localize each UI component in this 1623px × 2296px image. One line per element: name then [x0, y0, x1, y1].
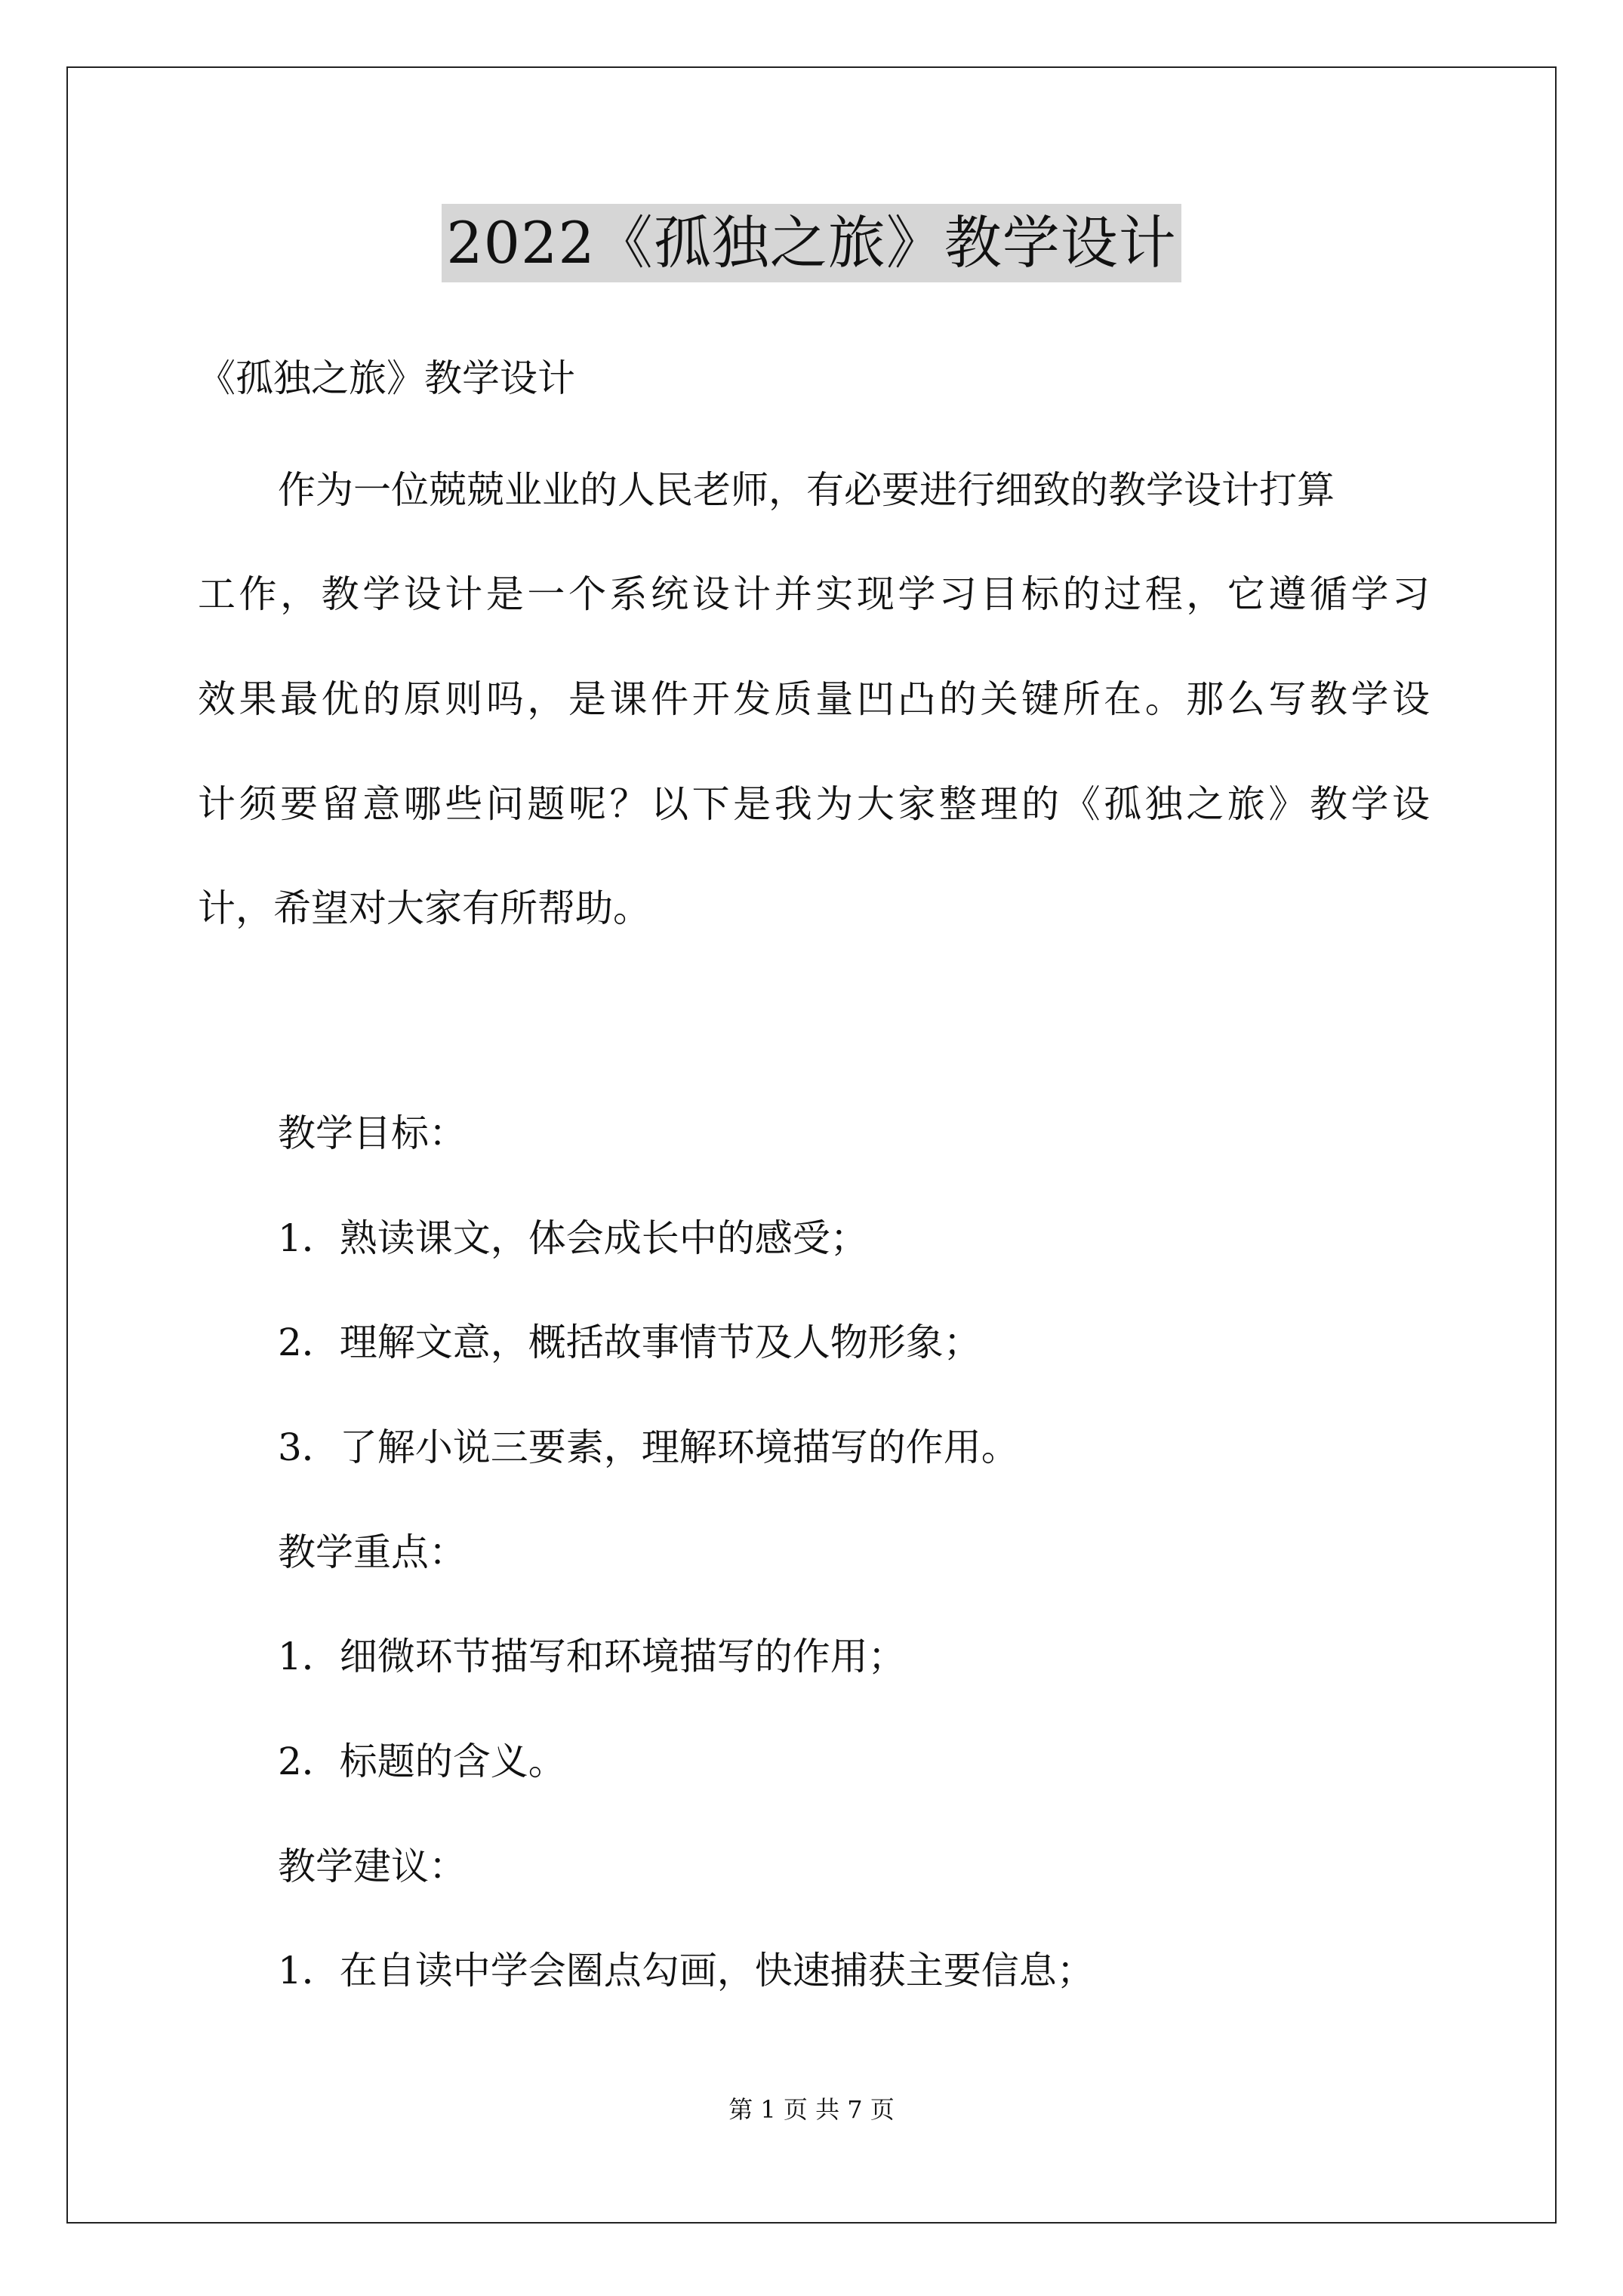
intro-line-3: 效果最优的原则吗，是课件开发质量凹凸的关键所在。那么写教学设: [198, 677, 1430, 721]
focus-heading: 教学重点：: [278, 1530, 467, 1574]
page-footer: 第 1 页 共 7 页: [728, 2095, 895, 2124]
goals-heading: 教学目标：: [278, 1111, 467, 1155]
advice-heading: 教学建议：: [278, 1845, 467, 1888]
intro-line-5: 计，希望对大家有所帮助。: [198, 886, 651, 930]
document-title-wrap: [0, 204, 1623, 282]
goal-item-2: 2．理解文意，概括故事情节及人物形象；: [278, 1321, 981, 1364]
goal-item-1: 1．熟读课文，体会成长中的感受；: [278, 1216, 868, 1260]
goal-item-3: 3．了解小说三要素，理解环境描写的作用。: [278, 1425, 1019, 1469]
subtitle: 《孤独之旅》教学设计: [198, 356, 575, 400]
advice-item-1: 1．在自读中学会圈点勾画，快速捕获主要信息；: [278, 1949, 1095, 1992]
document-title: 2022《孤独之旅》教学设计: [442, 204, 1181, 282]
intro-line-4: 计须要留意哪些问题呢？以下是我为大家整理的《孤独之旅》教学设: [198, 782, 1430, 826]
focus-item-1: 1．细微环节描写和环境描写的作用；: [278, 1635, 906, 1678]
intro-line-2: 工作，教学设计是一个系统设计并实现学习目标的过程，它遵循学习: [198, 572, 1430, 616]
intro-line-1: 作为一位兢兢业业的人民老师，有必要进行细致的教学设计打算: [278, 468, 1335, 512]
focus-item-2: 2．标题的含义。: [278, 1740, 566, 1783]
